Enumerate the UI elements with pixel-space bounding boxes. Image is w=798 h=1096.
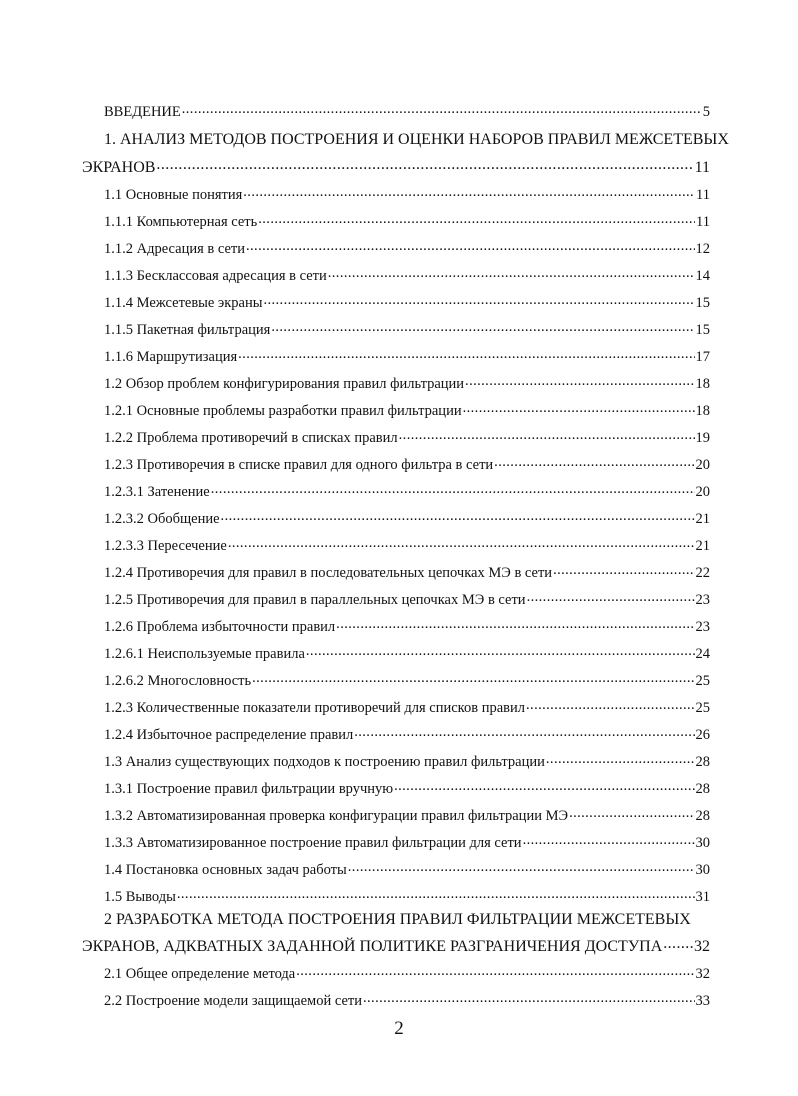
toc-entry-title: 1.2.5 Противоречия для правил в параллельных цепочках МЭ в сети (104, 592, 526, 608)
toc-entry (104, 509, 710, 529)
toc-entry (104, 671, 710, 691)
toc-leader (465, 374, 694, 388)
toc-entry-page: 14 (695, 268, 710, 284)
toc-leader (252, 671, 694, 685)
toc-entry-title: 1.2.3.1 Затенение (104, 484, 210, 500)
toc-entry-page: 11 (696, 214, 710, 230)
toc-entry (104, 455, 710, 475)
toc-entry-title: 1.1.1 Компьютерная сеть (104, 214, 258, 230)
toc-entry-title: 1.2.4 Избыточное распределение правил (104, 727, 354, 743)
toc-entry-title: 1.2.6.2 Многословность (104, 673, 252, 689)
toc-entry-title: 1.2.6 Проблема избыточности правил (104, 619, 336, 635)
toc-entry-page: 20 (695, 484, 710, 500)
toc-entry (104, 536, 710, 556)
toc-leader (527, 590, 695, 604)
toc-entry-title: 1.2.3 Количественные показатели противоречий для списков правил (104, 700, 526, 716)
toc-entry (104, 563, 710, 583)
toc-entry (104, 482, 710, 502)
toc-leader (363, 991, 695, 1005)
toc-entry (104, 428, 710, 448)
toc-entry-page: 25 (695, 700, 710, 716)
toc-leader (569, 806, 694, 820)
toc-entry-title: 1.2 Обзор проблем конфигурирования правил фильтрации (104, 376, 465, 392)
toc-leader (526, 698, 694, 712)
toc-chapter-heading-line: 2 РАЗРАБОТКА МЕТОДА ПОСТРОЕНИЯ ПРАВИЛ ФИЛЬТРАЦИИ МЕЖСЕТЕВЫХ (104, 911, 691, 928)
toc-leader (546, 752, 695, 766)
toc-entry-title: 1.1 Основные понятия (104, 187, 243, 203)
toc-entry-page: 18 (695, 376, 710, 392)
toc-entry (104, 617, 710, 637)
toc-entry-page: 32 (695, 966, 710, 982)
toc-entry-page: 20 (695, 457, 710, 473)
toc-entry (104, 266, 710, 286)
toc-entry-title: ЭКРАНОВ, АДКВАТНЫХ ЗАДАННОЙ ПОЛИТИКЕ РАЗГРАНИЧЕНИЯ ДОСТУПА (82, 938, 663, 955)
toc-leader (348, 860, 695, 874)
toc-entry-title: 1.2.6.1 Неиспользуемые правила (104, 646, 305, 662)
toc-entry-page: 24 (695, 646, 710, 662)
toc-leader (263, 293, 694, 307)
toc-entry-page: 28 (695, 754, 710, 770)
toc-entry-title: ВВЕДЕНИЕ (104, 104, 181, 120)
toc-leader (243, 185, 695, 199)
toc-leader (238, 347, 694, 361)
toc-entry (82, 937, 710, 957)
toc-entry-title: 2.2 Построение модели защищаемой сети (104, 993, 362, 1009)
toc-leader (463, 401, 695, 415)
toc-entry-page: 28 (695, 808, 710, 824)
toc-leader (156, 158, 693, 172)
toc-entry (104, 239, 710, 259)
toc-entry-page: 11 (694, 159, 710, 176)
toc-entry (104, 293, 710, 313)
toc-entry-title: 1.2.2 Проблема противоречий в списках правил (104, 430, 398, 446)
toc-entry (104, 644, 710, 664)
toc-leader (663, 937, 693, 951)
toc-entry-title: 1.2.3.2 Обобщение (104, 511, 220, 527)
toc-entry-page: 25 (695, 673, 710, 689)
toc-entry-title: 1.2.1 Основные проблемы разработки правил фильтрации (104, 403, 462, 419)
toc-entry-title: 1.2.4 Противоречия для правил в последовательных цепочках МЭ в сети (104, 565, 553, 581)
toc-entry-title: 2.1 Общее определение метода (104, 966, 296, 982)
toc-leader (211, 482, 695, 496)
toc-entry-title: 1.5 Выводы (104, 889, 176, 905)
toc-entry-title: 1.1.5 Пакетная фильтрация (104, 322, 271, 338)
toc-entry-title: 1.3.1 Построение правил фильтрации вручную (104, 781, 394, 797)
toc-entry-page: 15 (695, 295, 710, 311)
toc-entry-title: 1.1.3 Бесклассовая адресация в сети (104, 268, 327, 284)
toc-entry-page: 19 (695, 430, 710, 446)
toc-entry-title: 1.1.2 Адресация в сети (104, 241, 245, 257)
toc-leader (328, 266, 695, 280)
toc-entry-title: 1.1.6 Маршрутизация (104, 349, 238, 365)
toc-leader (306, 644, 695, 658)
toc-entry-page: 30 (695, 835, 710, 851)
toc-entry-page: 11 (696, 187, 710, 203)
toc-entry-page: 31 (695, 889, 710, 905)
toc-entry-page: 26 (695, 727, 710, 743)
toc-leader (394, 779, 694, 793)
toc-leader (177, 887, 695, 901)
toc-entry-title: 1.2.3.3 Пересечение (104, 538, 227, 554)
toc-entry-page: 30 (695, 862, 710, 878)
toc-entry-page: 23 (695, 619, 710, 635)
toc-leader (258, 212, 695, 226)
toc-entry (82, 158, 710, 178)
toc-entry (104, 320, 710, 340)
toc-entry-page: 18 (695, 403, 710, 419)
toc-leader (553, 563, 694, 577)
toc-entry (104, 833, 710, 853)
toc-entry-page: 21 (695, 538, 710, 554)
toc-entry (104, 347, 710, 367)
toc-entry (104, 887, 710, 907)
toc-entry-page: 33 (695, 993, 710, 1009)
toc-entry-title: 1.3 Анализ существующих подходов к построению правил фильтрации (104, 754, 545, 770)
toc-entry-page: 28 (695, 781, 710, 797)
toc-leader (182, 102, 702, 116)
toc-entry-title: 1.2.3 Противоречия в списке правил для одного фильтра в сети (104, 457, 494, 473)
toc-leader (354, 725, 694, 739)
toc-chapter-heading-line: 1. АНАЛИЗ МЕТОДОВ ПОСТРОЕНИЯ И ОЦЕНКИ НАБОРОВ ПРАВИЛ МЕЖСЕТЕВЫХ (104, 131, 729, 148)
toc-entry (104, 964, 710, 984)
toc-entry-page: 22 (695, 565, 710, 581)
toc-entry-page: 17 (695, 349, 710, 365)
toc-entry (104, 991, 710, 1011)
toc-entry (104, 185, 710, 205)
toc-entry (104, 374, 710, 394)
toc-entry (104, 590, 710, 610)
toc-entry-page: 15 (695, 322, 710, 338)
toc-entry-page: 32 (694, 938, 710, 955)
toc-entry (104, 752, 710, 772)
toc-leader (494, 455, 694, 469)
toc-entry (104, 698, 710, 718)
page-number: 2 (394, 1018, 404, 1039)
toc-leader (336, 617, 694, 631)
toc-entry-title: 1.4 Постановка основных задач работы (104, 862, 347, 878)
toc-entry-title: 1.3.3 Автоматизированное построение правил фильтрации для сети (104, 835, 522, 851)
toc-entry-title: 1.3.2 Автоматизированная проверка конфигурации правил фильтрации МЭ (104, 808, 569, 824)
toc-entry (104, 860, 710, 880)
toc-entry-page: 5 (702, 104, 710, 120)
toc-entry (104, 725, 710, 745)
toc-entry-page: 23 (695, 592, 710, 608)
toc-entry (104, 806, 710, 826)
toc-entry-title: 1.1.4 Межсетевые экраны (104, 295, 263, 311)
toc-entry (104, 401, 710, 421)
toc-entry (104, 212, 710, 232)
toc-entry-page: 21 (695, 511, 710, 527)
toc-leader (523, 833, 695, 847)
toc-leader (271, 320, 694, 334)
toc-leader (221, 509, 695, 523)
toc-entry-page: 12 (695, 241, 710, 257)
toc-leader (228, 536, 695, 550)
toc-leader (399, 428, 695, 442)
toc-leader (246, 239, 695, 253)
toc-leader (296, 964, 694, 978)
toc-entry (104, 779, 710, 799)
toc-entry (104, 102, 710, 122)
toc-entry-title: ЭКРАНОВ (82, 159, 156, 176)
